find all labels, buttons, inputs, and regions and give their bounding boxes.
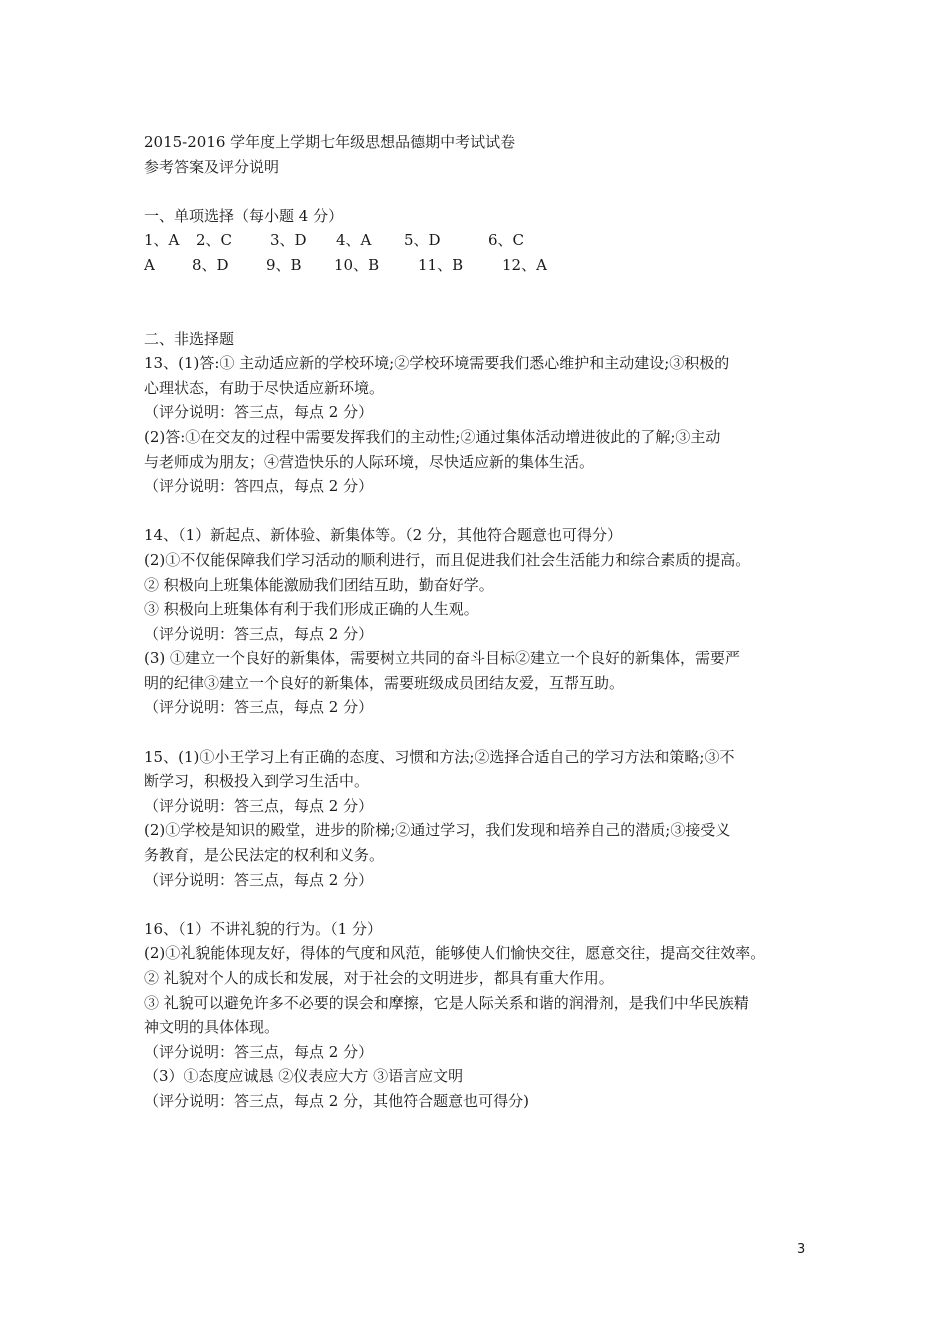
answer-line: 心理状态，有助于尽快适应新环境。 [144,378,385,397]
answer-line: 断学习，积极投入到学习生活中。 [144,772,370,791]
choice-answers-row-1 [144,228,824,253]
section-heading: 二、非选择题 [144,329,235,348]
section-heading: 一、单项选择（每小题 4 分） [144,206,344,225]
choice-answer: 8、D [192,255,229,274]
answer-line: ③ 礼貌可以避免许多不必要的误会和摩擦，它是人际关系和谐的润滑剂，是我们中华民族精 [144,993,749,1012]
answer-line: (2)①学校是知识的殿堂，进步的阶梯;②通过学习，我们发现和培养自己的潜质;③接受义 [144,821,731,840]
answer-line: (2)①礼貌能体现友好，得体的气度和风范，能够使人们愉快交往，愿意交往，提高交往效率。 [144,944,766,963]
choice-answer: A [144,255,155,274]
scoring-note: （评分说明：答四点，每点 2 分） [144,477,374,496]
answer-line: (3) ①建立一个良好的新集体，需要树立共同的奋斗目标②建立一个良好的新集体，需要严 [144,649,741,668]
answer-line: 神文明的具体体现。 [144,1018,280,1037]
scoring-note: （评分说明：答三点，每点 2 分） [144,1042,374,1061]
choice-answer: 4、A [336,231,372,250]
question-14 [144,523,824,720]
choice-answer: 5、D [404,231,441,250]
choice-answers-row-2 [144,253,824,278]
question-13 [144,351,824,499]
section-multiple-choice [144,204,824,278]
answer-line: （3）①态度应诚恳 ②仪表应大方 ③语言应文明 [144,1067,464,1086]
answer-key-document [144,130,824,1114]
scoring-note: （评分说明：答三点，每点 2 分） [144,870,374,889]
choice-answer: 1、A [144,231,180,250]
answer-line: ③ 积极向上班集体有利于我们形成正确的人生观。 [144,600,479,619]
answer-line: 16、（1）不讲礼貌的行为。（1 分） [144,919,382,938]
choice-answer: 6、C [488,231,525,250]
scoring-note: （评分说明：答三点，每点 2 分） [144,796,374,815]
answer-line: 15、(1)①小王学习上有正确的态度、习惯和方法;②选择合适自己的学习方法和策略;③不 [144,747,735,766]
question-15 [144,745,824,893]
scoring-note: （评分说明：答三点，每点 2 分） [144,403,374,422]
choice-answer: 3、D [270,231,307,250]
scoring-note: （评分说明：答三点，每点 2 分） [144,698,374,717]
answer-line: (2)答:①在交友的过程中需要发挥我们的主动性;②通过集体活动增进彼此的了解;③主动 [144,427,721,446]
choice-answer: 11、B [418,255,464,274]
document-subtitle: 参考答案及评分说明 [144,157,280,176]
answer-line: (2)①不仅能保障我们学习活动的顺利进行，而且促进我们社会生活能力和综合素质的提高。 [144,550,751,569]
answer-line: 14、（1）新起点、新体验、新集体等。（2 分，其他符合题意也可得分） [144,526,622,545]
answer-line: 13、(1)答:① 主动适应新的学校环境;②学校环境需要我们悉心维护和主动建设;③积极的 [144,354,730,373]
choice-answer: 12、A [502,255,547,274]
answer-line: ② 礼貌对个人的成长和发展，对于社会的文明进步，都具有重大作用。 [144,969,614,987]
answer-line: 与老师成为朋友；④营造快乐的人际环境，尽快适应新的集体生活。 [144,452,595,471]
answer-line: 明的纪律③建立一个良好的新集体，需要班级成员团结友爱，互帮互助。 [144,673,625,692]
scoring-note: （评分说明：答三点，每点 2 分） [144,624,374,643]
choice-answer: 10、B [334,255,380,274]
choice-answer: 9、B [266,255,302,274]
scoring-note: （评分说明：答三点，每点 2 分，其他符合题意也可得分) [144,1091,529,1110]
answer-line: 务教育，是公民法定的权利和义务。 [144,846,385,865]
answer-line: ② 积极向上班集体能激励我们团结互助，勤奋好学。 [144,575,494,594]
choice-answer: 2、C [196,231,233,250]
page-number: 3 [797,1242,806,1257]
section-non-choice [144,327,824,1114]
document-title: 2015-2016 学年度上学期七年级思想品德期中考试试卷 [144,133,516,151]
question-16 [144,917,824,1114]
